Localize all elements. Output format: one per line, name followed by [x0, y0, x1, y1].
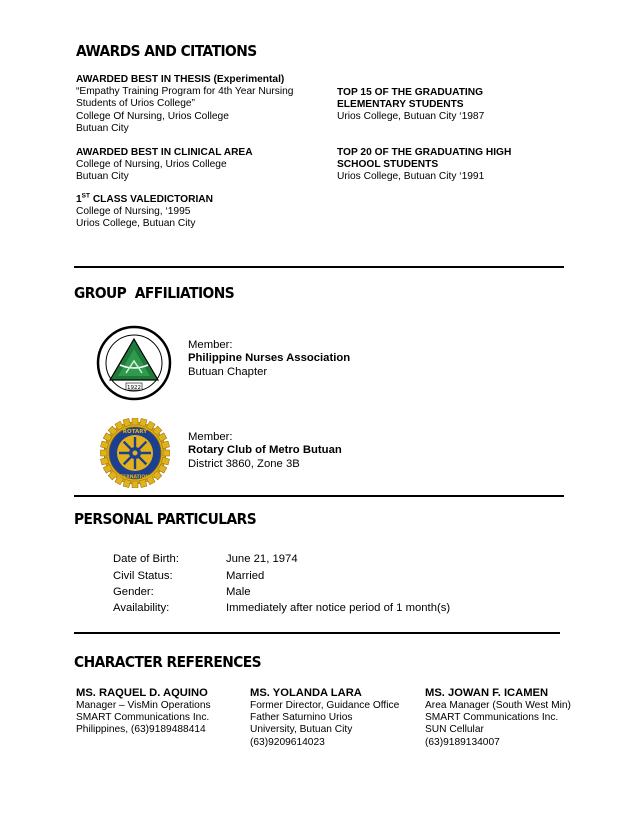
award-line: Urios College, Butuan City ‘1991	[337, 171, 485, 183]
award-line: Butuan City	[76, 122, 129, 134]
section-divider	[74, 495, 564, 497]
reference-line: Philippines, (63)9189488414	[76, 724, 206, 736]
personal-value-gender: Male	[226, 586, 251, 598]
rotary-wheel-icon	[100, 418, 170, 488]
reference-lara	[250, 686, 399, 749]
reference-line: (63)9189134007	[425, 736, 500, 748]
affiliation-role: Member:	[188, 339, 233, 351]
reference-line: Manager – VisMin Operations	[76, 700, 211, 711]
personal-label: Date of Birth:	[113, 553, 179, 565]
reference-line: University, Butuan City	[250, 724, 353, 736]
award-line: College of Nursing, ‘1995	[76, 206, 191, 218]
affiliation-org: Rotary Club of Metro Butuan	[188, 444, 342, 457]
references-heading: CHARACTER REFERENCES	[74, 653, 262, 671]
reference-name: MS. JOWAN F. ICAMEN	[425, 687, 549, 699]
personal-heading: PERSONAL PARTICULARS	[74, 510, 257, 528]
section-divider	[74, 266, 564, 268]
award-title: ELEMENTARY STUDENTS	[337, 99, 464, 111]
affiliation-org: Philippine Nurses Association	[188, 352, 351, 365]
reference-line: SMART Communications Inc.	[425, 712, 559, 724]
reference-name: MS. RAQUEL D. AQUINO	[76, 687, 208, 699]
award-line: Butuan City	[76, 171, 129, 183]
award-best-clinical	[76, 147, 253, 184]
personal-row-gender	[113, 586, 154, 598]
award-title: AWARDED BEST IN THESIS (Experimental)	[76, 74, 285, 85]
reference-line: (63)9209614023	[250, 736, 325, 748]
award-line: Students of Urios College”	[76, 98, 195, 110]
award-line: “Empathy Training Program for 4th Year Nursing	[76, 86, 294, 98]
svg-text:ROTARY: ROTARY	[122, 429, 148, 435]
personal-row-availability	[113, 602, 169, 614]
personal-value-availability: Immediately after notice period of 1 month(s)	[226, 602, 451, 614]
personal-label: Civil Status:	[113, 570, 173, 582]
reference-aquino	[76, 686, 211, 737]
award-line: College of Nursing, Urios College	[76, 159, 227, 171]
award-line: Urios College, Butuan City	[76, 218, 196, 230]
award-top20-highschool	[337, 147, 511, 184]
award-best-thesis	[76, 74, 293, 135]
personal-label: Gender:	[113, 586, 154, 598]
award-line: College Of Nursing, Urios College	[76, 110, 229, 122]
reference-line: SMART Communications Inc.	[76, 712, 210, 724]
svg-text:1922: 1922	[127, 385, 141, 391]
personal-row-civil-status	[113, 570, 173, 582]
affiliation-detail: Butuan Chapter	[188, 365, 268, 378]
award-title: TOP 15 OF THE GRADUATING	[337, 87, 484, 98]
award-title: 1ST CLASS VALEDICTORIAN	[76, 192, 213, 205]
award-title: TOP 20 OF THE GRADUATING HIGH	[337, 147, 512, 158]
personal-value-dob: June 21, 1974	[226, 553, 298, 565]
reference-name: MS. YOLANDA LARA	[250, 687, 362, 699]
award-title: SCHOOL STUDENTS	[337, 159, 439, 171]
personal-row-dob	[113, 553, 179, 565]
awards-heading: AWARDS AND CITATIONS	[76, 42, 257, 60]
affiliation-rotary	[188, 431, 342, 471]
reference-line: SUN Cellular	[425, 724, 484, 736]
award-line: Urios College, Butuan City ‘1987	[337, 111, 485, 123]
reference-line: Father Saturnino Urios	[250, 712, 353, 724]
award-top15-elementary	[337, 87, 484, 124]
reference-icamen	[425, 686, 571, 749]
section-divider	[74, 632, 560, 634]
award-title: AWARDED BEST IN CLINICAL AREA	[76, 147, 253, 158]
personal-label: Availability:	[113, 602, 170, 614]
reference-line: Area Manager (South West Min)	[425, 700, 571, 711]
personal-value-civil-status: Married	[226, 570, 265, 582]
affiliation-detail: District 3860, Zone 3B	[188, 457, 300, 470]
affiliation-pna	[188, 339, 350, 379]
affiliations-heading: GROUP AFFILIATIONS	[74, 284, 235, 302]
svg-text:INTERNATIONAL: INTERNATIONAL	[114, 475, 156, 480]
pna-seal-icon	[96, 325, 172, 401]
affiliation-role: Member:	[188, 431, 233, 443]
award-valedictorian	[76, 194, 213, 231]
reference-line: Former Director, Guidance Office	[250, 700, 400, 711]
